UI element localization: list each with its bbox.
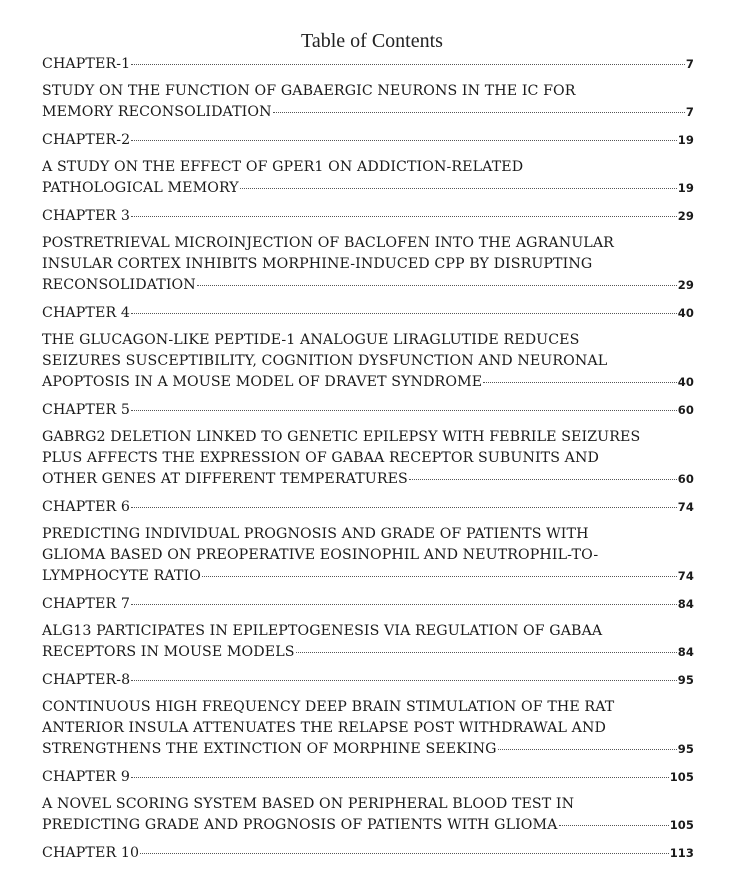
toc-entry-label: APOPTOSIS IN A MOUSE MODEL OF DRAVET SYNDROME (42, 374, 483, 390)
toc-entry-text-line: GLIOMA BASED ON PREOPERATIVE EOSINOPHIL AND NEUTROPHIL-TO- (42, 547, 599, 563)
toc-entry-text-line: SEIZURES SUSCEPTIBILITY, COGNITION DYSFUNCTION AND NEURONAL (42, 353, 608, 369)
toc-entry-label: RECONSOLIDATION (42, 277, 196, 293)
toc-entry-leader-line (42, 130, 694, 151)
toc-entry-leader-line (42, 275, 694, 296)
toc-title-entry[interactable] (42, 233, 694, 296)
toc-entry-label: CHAPTER 10 (42, 845, 140, 861)
toc-entry-leader-line (42, 400, 694, 421)
toc-entry-leader-line (42, 739, 694, 760)
toc-entry-leader-line (42, 206, 694, 227)
toc-page-number: 60 (677, 403, 694, 417)
dot-leader (131, 140, 677, 141)
dot-leader (140, 853, 669, 854)
toc-page-number: 19 (677, 133, 694, 147)
toc-entry-text-line: CONTINUOUS HIGH FREQUENCY DEEP BRAIN STIMULATION OF THE RAT (42, 699, 615, 715)
toc-entry-text-line: INSULAR CORTEX INHIBITS MORPHINE-INDUCED CPP BY DISRUPTING (42, 256, 593, 272)
toc-entry-label: CHAPTER 6 (42, 499, 130, 515)
toc-entry-label: LYMPHOCYTE RATIO (42, 568, 201, 584)
toc-entry-text-line: ANTERIOR INSULA ATTENUATES THE RELAPSE POST WITHDRAWAL AND (42, 720, 606, 736)
dot-leader (197, 285, 677, 286)
toc-title-entry[interactable] (42, 427, 694, 490)
toc-page-number: 40 (677, 306, 694, 320)
dot-leader (559, 825, 669, 826)
toc-entry-text-line: PLUS AFFECTS THE EXPRESSION OF GABAA RECEPTOR SUBUNITS AND (42, 450, 599, 466)
toc-entry-text-line: A STUDY ON THE EFFECT OF GPER1 ON ADDICTION-RELATED (42, 159, 524, 175)
toc-chapter-entry[interactable] (42, 206, 694, 227)
toc-page-number: 95 (677, 742, 694, 756)
toc-entry-leader-line (42, 670, 694, 691)
toc-page-number: 60 (677, 472, 694, 486)
toc-title-entry[interactable] (42, 794, 694, 836)
toc-chapter-entry[interactable] (42, 497, 694, 518)
toc-title-entry[interactable] (42, 697, 694, 760)
dot-leader (131, 410, 677, 411)
dot-leader (131, 507, 677, 508)
dot-leader (131, 777, 669, 778)
toc-entry-label: CHAPTER-8 (42, 672, 131, 688)
toc-title-entry[interactable] (42, 330, 694, 393)
toc-entry-leader-line (42, 843, 694, 864)
toc-entry-label: MEMORY RECONSOLIDATION (42, 104, 272, 120)
toc-page-number: 74 (677, 500, 694, 514)
toc-entry-label: PREDICTING GRADE AND PROGNOSIS OF PATIENTS WITH GLIOMA (42, 817, 558, 833)
dot-leader (483, 382, 677, 383)
dot-leader (240, 188, 677, 189)
toc-page-number: 29 (677, 209, 694, 223)
dot-leader (131, 313, 677, 314)
toc-entry-text-line: POSTRETRIEVAL MICROINJECTION OF BACLOFEN INTO THE AGRANULAR (42, 235, 614, 251)
toc-chapter-entry[interactable] (42, 670, 694, 691)
toc-title-entry[interactable] (42, 81, 694, 123)
toc-page-number: 105 (669, 818, 694, 832)
dot-leader (131, 680, 677, 681)
toc-entry-text-line: ALG13 PARTICIPATES IN EPILEPTOGENESIS VIA REGULATION OF GABAA (42, 623, 603, 639)
toc-chapter-entry[interactable] (42, 400, 694, 421)
toc-entry-label: CHAPTER 3 (42, 208, 130, 224)
toc-entry-leader-line (42, 566, 694, 587)
toc-entry-leader-line (42, 469, 694, 490)
toc-page-number: 40 (677, 375, 694, 389)
dot-leader (131, 604, 677, 605)
toc-title-entry[interactable] (42, 524, 694, 587)
toc-chapter-entry[interactable] (42, 594, 694, 615)
toc-entry-text-line: STUDY ON THE FUNCTION OF GABAERGIC NEURONS IN THE IC FOR (42, 83, 576, 99)
toc-entry-leader-line (42, 372, 694, 393)
toc-entry-label: CHAPTER-1 (42, 56, 131, 72)
toc-chapter-entry[interactable] (42, 130, 694, 151)
toc-entry-label: CHAPTER 5 (42, 402, 130, 418)
toc-entry-text-line: A NOVEL SCORING SYSTEM BASED ON PERIPHERAL BLOOD TEST IN (42, 796, 575, 812)
toc-page-number: 84 (677, 645, 694, 659)
toc-page-number: 113 (669, 846, 694, 860)
toc-page-number: 29 (677, 278, 694, 292)
toc-entry-leader-line (42, 642, 694, 663)
toc-entry-leader-line (42, 178, 694, 199)
toc-entry-leader-line (42, 594, 694, 615)
toc-page (42, 28, 694, 864)
toc-entry-text-line: GABRG2 DELETION LINKED TO GENETIC EPILEPSY WITH FEBRILE SEIZURES (42, 429, 641, 445)
toc-entry-leader-line (42, 497, 694, 518)
toc-entry-label: CHAPTER 7 (42, 596, 130, 612)
dot-leader (273, 112, 685, 113)
toc-entry-label: OTHER GENES AT DIFFERENT TEMPERATURES (42, 471, 408, 487)
dot-leader (131, 216, 677, 217)
toc-entry-label: CHAPTER-2 (42, 132, 131, 148)
toc-title-entry[interactable] (42, 157, 694, 199)
toc-page-number: 19 (677, 181, 694, 195)
toc-chapter-entry[interactable] (42, 54, 694, 75)
toc-heading: Table of Contents (301, 30, 443, 52)
toc-entry-label: CHAPTER 9 (42, 769, 130, 785)
toc-entry-leader-line (42, 303, 694, 324)
toc-chapter-entry[interactable] (42, 767, 694, 788)
toc-page-number: 74 (677, 569, 694, 583)
toc-page-number: 7 (685, 57, 694, 71)
toc-entry-leader-line (42, 767, 694, 788)
dot-leader (202, 576, 677, 577)
dot-leader (409, 479, 677, 480)
toc-page-number: 95 (677, 673, 694, 687)
toc-title-entry[interactable] (42, 621, 694, 663)
dot-leader (131, 64, 685, 65)
toc-entry-leader-line (42, 815, 694, 836)
toc-entry-label: CHAPTER 4 (42, 305, 130, 321)
toc-entry-label: PATHOLOGICAL MEMORY (42, 180, 239, 196)
toc-entry-text-line: PREDICTING INDIVIDUAL PROGNOSIS AND GRADE OF PATIENTS WITH (42, 526, 589, 542)
toc-entry-leader-line (42, 102, 694, 123)
dot-leader (498, 749, 677, 750)
toc-chapter-entry[interactable] (42, 843, 694, 864)
toc-entry-text-line: THE GLUCAGON-LIKE PEPTIDE-1 ANALOGUE LIRAGLUTIDE REDUCES (42, 332, 580, 348)
toc-page-number: 7 (685, 105, 694, 119)
toc-entry-label: RECEPTORS IN MOUSE MODELS (42, 644, 295, 660)
toc-entry-label: STRENGTHENS THE EXTINCTION OF MORPHINE SEEKING (42, 741, 497, 757)
dot-leader (296, 652, 677, 653)
toc-page-number: 105 (669, 770, 694, 784)
toc-list (42, 54, 694, 864)
toc-entry-leader-line (42, 54, 694, 75)
toc-page-number: 84 (677, 597, 694, 611)
toc-chapter-entry[interactable] (42, 303, 694, 324)
